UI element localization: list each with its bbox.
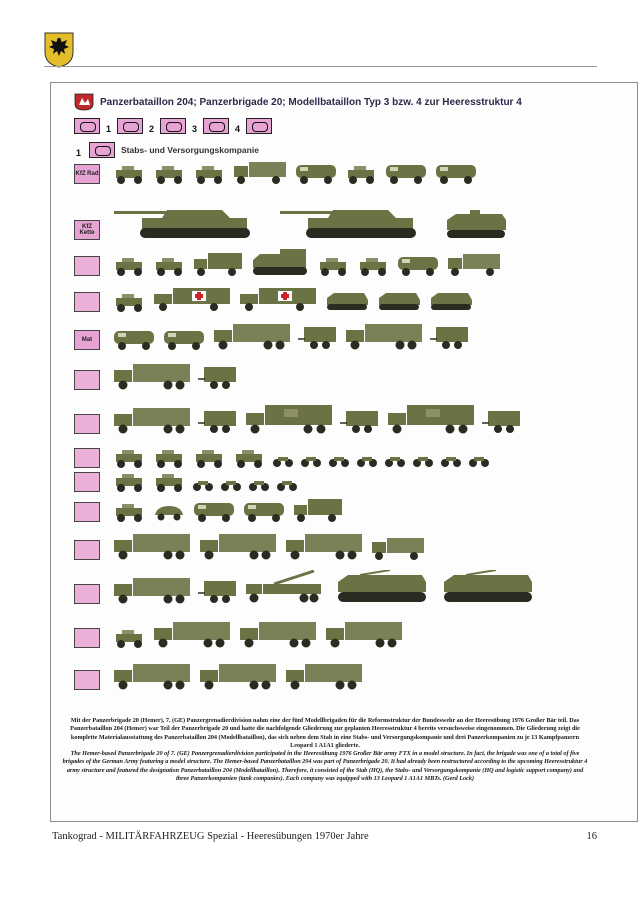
truck-cargo-icon	[198, 532, 278, 560]
unit-symbol	[74, 628, 100, 648]
footer-title: Tankograd - MILITÄRFAHRZEUG Spezial - Heeresübungen 1970er Jahre	[52, 830, 369, 842]
vehicle-row	[74, 476, 304, 492]
truck-cargo-icon	[344, 322, 424, 350]
truck-medium-icon	[232, 160, 288, 184]
jeep-icon	[344, 164, 378, 184]
moto-icon	[328, 454, 350, 468]
vehicle-row	[74, 500, 350, 522]
hq-company-label: Stabs- und Versorgungskompanie	[121, 145, 259, 155]
van-icon	[242, 500, 286, 522]
truck-box-icon	[192, 252, 244, 276]
van-icon	[434, 162, 478, 184]
trailer-icon	[198, 364, 238, 390]
trailer-icon	[198, 578, 238, 604]
moto-icon	[356, 454, 378, 468]
jeep-icon	[112, 164, 146, 184]
vehicle-row	[74, 450, 496, 468]
trailer-icon	[482, 408, 522, 434]
battalion-symbol	[74, 118, 100, 134]
truck-box-icon	[292, 498, 344, 522]
page-number: 16	[586, 830, 597, 842]
vehicle-row	[74, 660, 370, 690]
moto-icon	[468, 454, 490, 468]
unit-symbol	[74, 670, 100, 690]
van-icon	[192, 500, 236, 522]
header-rule	[44, 66, 597, 67]
company-symbol	[160, 118, 186, 134]
trailer-icon	[298, 324, 338, 350]
apc-small-icon	[324, 290, 370, 312]
recovery-tank-icon	[436, 570, 536, 604]
moto-icon	[192, 478, 214, 492]
truck-cargo-icon	[112, 362, 192, 390]
company-symbols	[74, 118, 272, 134]
hq-company-symbol	[89, 142, 115, 158]
moto-icon	[440, 454, 462, 468]
van-icon	[162, 328, 206, 350]
moto-icon	[300, 454, 322, 468]
page-footer	[52, 828, 597, 844]
moto-icon	[272, 454, 294, 468]
jeep-icon	[232, 448, 266, 468]
truck-cargo-icon	[324, 620, 404, 648]
truck-cargo-icon	[238, 620, 318, 648]
vehicle-row	[74, 288, 480, 312]
crane-icon	[244, 570, 324, 604]
apc-m113-icon	[444, 210, 508, 240]
moto-icon	[384, 454, 406, 468]
unit-symbol	[74, 256, 100, 276]
ambulance-truck-icon	[238, 286, 318, 312]
vehicle-row	[74, 402, 528, 434]
jeep-icon	[356, 256, 390, 276]
moto-icon	[220, 478, 242, 492]
caption-german: Mit der Panzerbrigade 20 (Hemer), 7. (GE) Panzergrenadierdivision nahm eine der fünf Modellbrigaden für die Reformstruktur der Bundeswehr an der Heeresübung 1976 Großer Bär teil. Das Panzerbataillon 204 (Hemer) war Teil der Panzerbrigade 20 und hatte die nachfolgende Gliederung zur geplanten Heeresstruktur 4 bereits versuchsweise eingenommen. Die Gliederung zeigt die komplette Materialausstattung des Panzerbataillon 204 (Modellbataillon), das sich neben dem Stab in eine Stabs- und Versorgungskompanie und drei Panzerkompanien zu je 13 Kampfpanzern Leopard 1 A1A1 gliederte.	[70, 717, 580, 749]
van-icon	[112, 328, 156, 350]
truck-medium-icon	[446, 252, 502, 276]
truck-shelter-icon	[386, 404, 476, 434]
unit-symbol: KfZ Kette	[74, 220, 100, 240]
vehicle-row	[74, 618, 410, 648]
unit-symbol: Mat	[74, 330, 100, 350]
van-icon	[294, 162, 338, 184]
chart-title: Panzerbataillon 204; Panzerbrigade 20; Modellbataillon Typ 3 bzw. 4 zur Heeresstruktur 4	[100, 96, 522, 108]
truck-medium-icon	[370, 536, 426, 560]
brigade-badge-icon	[74, 93, 94, 111]
car-icon	[152, 502, 186, 522]
unit-symbol	[74, 414, 100, 434]
company-symbol	[117, 118, 143, 134]
hq-number: 1	[76, 148, 82, 158]
apc-small-icon	[376, 290, 422, 312]
truck-shelter-icon	[244, 404, 334, 434]
jeep-icon	[152, 256, 186, 276]
vehicle-row	[74, 322, 476, 350]
german-eagle-crest-icon	[44, 32, 74, 68]
apc-small-icon	[428, 290, 474, 312]
company-symbol	[246, 118, 272, 134]
truck-cargo-icon	[152, 620, 232, 648]
company-number: 4	[235, 124, 241, 134]
unit-symbol	[74, 472, 100, 492]
unit-symbol	[74, 502, 100, 522]
unit-symbol	[74, 540, 100, 560]
moto-icon	[276, 478, 298, 492]
vehicle-row	[74, 160, 484, 184]
jeep-icon	[112, 502, 146, 522]
jeep-icon	[112, 472, 146, 492]
trailer-icon	[198, 408, 238, 434]
vehicle-row	[74, 530, 432, 560]
unit-symbol	[74, 292, 100, 312]
jeep-icon	[112, 256, 146, 276]
jeep-icon	[192, 448, 226, 468]
chart-title-row	[74, 92, 522, 112]
truck-cargo-icon	[198, 662, 278, 690]
hq-company-heading	[74, 142, 259, 158]
jeep-icon	[112, 292, 146, 312]
truck-cargo-icon	[112, 576, 192, 604]
tank-leopard-icon	[278, 200, 438, 240]
vehicle-row	[74, 250, 508, 276]
truck-cargo-icon	[212, 322, 292, 350]
truck-cargo-icon	[112, 662, 192, 690]
moto-icon	[248, 478, 270, 492]
company-number: 1	[106, 124, 112, 134]
tank-leopard-icon	[112, 200, 272, 240]
spg-icon	[250, 248, 310, 276]
moto-icon	[412, 454, 434, 468]
jeep-icon	[192, 164, 226, 184]
truck-cargo-icon	[112, 532, 192, 560]
company-symbol	[203, 118, 229, 134]
recovery-tank-icon	[330, 570, 430, 604]
figure-caption	[60, 717, 590, 783]
jeep-icon	[112, 448, 146, 468]
unit-symbol: KfZ Rad	[74, 164, 100, 184]
jeep-icon	[152, 448, 186, 468]
company-number: 3	[192, 124, 198, 134]
unit-symbol	[74, 370, 100, 390]
trailer-icon	[340, 408, 380, 434]
truck-cargo-icon	[284, 662, 364, 690]
van-icon	[384, 162, 428, 184]
jeep-icon	[316, 256, 350, 276]
truck-cargo-icon	[112, 406, 192, 434]
ambulance-truck-icon	[152, 286, 232, 312]
caption-english: The Hemer-based Panzerbrigade 20 of 7. (GE) Panzergrenadierdivision participated in the Heeresübung 1976 Großer Bär army FTX in a model structure. In fact, the brigade was one of a total of five brigades of the German Army featuring a model structure. The Hemer-based Panzerbataillon 204 was part of Panzerbrigade 20. It had already been restructured according to the upcoming Heeresstruktur 4 army structure and featured the designation Panzerbataillon 204 (Modellbataillon). Therefore, it consisted of the Stab (HQ), the Stabs- und Versorgungskompanie (HQ and logistic support company) and three Panzerkompanien (tank companies). Each company was equipped with 13 Leopard 1 A1A1 MBTs. (Gerd Lock)	[62, 750, 588, 783]
unit-symbol	[74, 584, 100, 604]
jeep-icon	[152, 472, 186, 492]
unit-symbol	[74, 448, 100, 468]
vehicle-row	[74, 362, 244, 390]
company-number: 2	[149, 124, 155, 134]
jeep-icon	[152, 164, 186, 184]
van-icon	[396, 254, 440, 276]
vehicle-row	[74, 568, 542, 604]
truck-cargo-icon	[284, 532, 364, 560]
jeep-icon	[112, 628, 146, 648]
vehicle-row	[74, 198, 514, 240]
trailer-icon	[430, 324, 470, 350]
